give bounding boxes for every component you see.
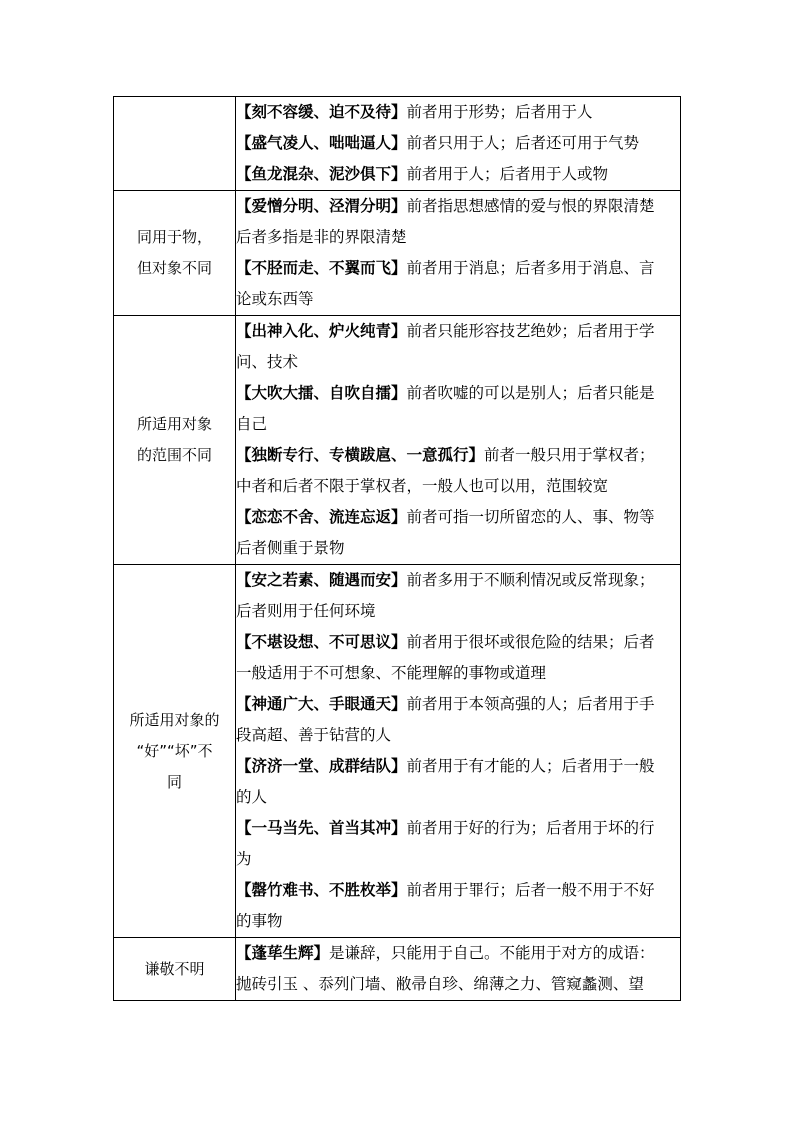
category-label: 同用于物， [136,228,212,246]
content-line [236,658,680,689]
usage-note: 前者用于人；后者用于人或物 [406,165,609,183]
content-line [236,128,680,159]
usage-note: 前者用于消息；后者多用于消息、言 [406,259,655,277]
category-cell [114,316,236,565]
content-line [236,938,680,969]
content-line [236,440,680,471]
table-row [114,97,681,191]
usage-note: 后者则用于任何环境 [236,602,376,620]
table-row [114,565,681,938]
idiom-pair: 【不堪设想、不可思议】 [236,633,407,651]
content-line [236,97,680,128]
idiom-pair: 【盛气凌人、咄咄逼人】 [236,134,407,152]
content-line [236,844,680,875]
category-label: 但对象不同 [136,259,212,277]
idiom-usage-table [113,96,681,1001]
category-label: 的范围不同 [136,446,212,464]
category-label: 所适用对象 [136,415,212,433]
content-line [236,159,680,190]
usage-note: 前者用于形势；后者用于人 [406,103,593,121]
content-cell [236,97,681,191]
idiom-pair: 【爱憎分明、泾渭分明】 [236,197,407,215]
category-cell [114,565,236,938]
usage-note: 前者用于很坏或很危险的结果；后者 [406,633,655,651]
usage-note: 段高超、善于钻营的人 [236,726,392,744]
idiom-pair: 【恋恋不舍、流连忘返】 [236,508,407,526]
idiom-pair: 【蓬荜生辉】 [236,944,330,962]
usage-note: 前者只用于人；后者还可用于气势 [406,134,640,152]
category-label: 谦敬不明 [144,959,205,978]
usage-note: 是谦辞，只能用于自己。不能用于对方的成语： [329,944,655,962]
category-cell [114,97,236,191]
table-row [114,191,681,316]
usage-note: 论或东西等 [236,290,314,308]
idiom-pair: 【不胫而走、不翼而飞】 [236,259,407,277]
content-line [236,347,680,378]
usage-note: 前者多用于不顺利情况或反常现象； [406,571,655,589]
content-line [236,533,680,564]
category-cell [114,191,236,316]
content-line [236,222,680,253]
usage-note: 前者用于有才能的人；后者用于一般 [406,757,655,775]
content-line [236,409,680,440]
usage-note: 后者多指是非的界限清楚 [236,228,407,246]
content-line [236,906,680,937]
content-line [236,751,680,782]
idiom-pair: 【一马当先、首当其冲】 [236,819,407,837]
idiom-pair: 【济济一堂、成群结队】 [236,757,407,775]
usage-note: 前者一般只用于掌权者； [484,446,655,464]
usage-note: 前者用于罪行；后者一般不用于不好 [406,881,655,899]
usage-note: 自己 [236,415,268,433]
idiom-pair: 【罄竹难书、不胜枚举】 [236,881,407,899]
content-line [236,689,680,720]
idiom-pair: 【独断专行、专横跋扈、一意孤行】 [236,446,485,464]
usage-note: 前者只能形容技艺绝妙；后者用于学 [406,322,655,340]
content-cell [236,938,681,1001]
content-line [236,502,680,533]
content-line [236,191,680,222]
content-cell [236,191,681,316]
content-line [236,565,680,596]
content-cell [236,565,681,938]
content-line [236,813,680,844]
usage-note: 前者吹嘘的可以是别人；后者只能是 [406,384,655,402]
usage-note: 抛砖引玉 、忝列门墙、敝帚自珍、绵薄之力、管窥蠡测、望 [236,975,644,993]
content-line [236,378,680,409]
content-line [236,627,680,658]
idiom-pair: 【大吹大擂、自吹自擂】 [236,384,407,402]
idiom-pair: 【出神入化、炉火纯青】 [236,322,407,340]
content-line [236,720,680,751]
content-line [236,253,680,284]
content-line [236,471,680,502]
content-line [236,969,680,1000]
usage-note: 前者用于本领高强的人；后者用于手 [406,695,655,713]
content-line [236,782,680,813]
usage-note: 中者和后者不限于掌权者，一般人也可以用，范围较宽 [236,477,609,495]
usage-note: 一般适用于不可想象、不能理解的事物或道理 [236,664,547,682]
content-line [236,596,680,627]
category-cell [114,938,236,1001]
usage-note: 的人 [236,788,268,806]
usage-note: 前者可指一切所留恋的人、事、物等 [406,508,655,526]
idiom-pair: 【安之若素、随遇而安】 [236,571,407,589]
usage-note: 的事物 [236,912,283,930]
table-row [114,316,681,565]
content-line [236,284,680,315]
idiom-pair: 【刻不容缓、迫不及待】 [236,103,407,121]
usage-note: 问、技术 [236,353,299,371]
category-label: 同 [166,772,182,791]
usage-note: 前者指思想感情的爱与恨的界限清楚 [406,197,655,215]
content-line [236,316,680,347]
content-cell [236,316,681,565]
idiom-pair: 【鱼龙混杂、泥沙俱下】 [236,165,407,183]
category-label: “好”“坏”不 [136,741,213,760]
table-body [114,97,681,1001]
idiom-pair: 【神通广大、手眼通天】 [236,695,407,713]
usage-note: 为 [236,850,252,868]
content-line [236,875,680,906]
table-row [114,938,681,1001]
usage-note: 前者用于好的行为；后者用于坏的行 [406,819,655,837]
category-label: 所适用对象的 [129,710,220,729]
usage-note: 后者侧重于景物 [236,539,345,557]
